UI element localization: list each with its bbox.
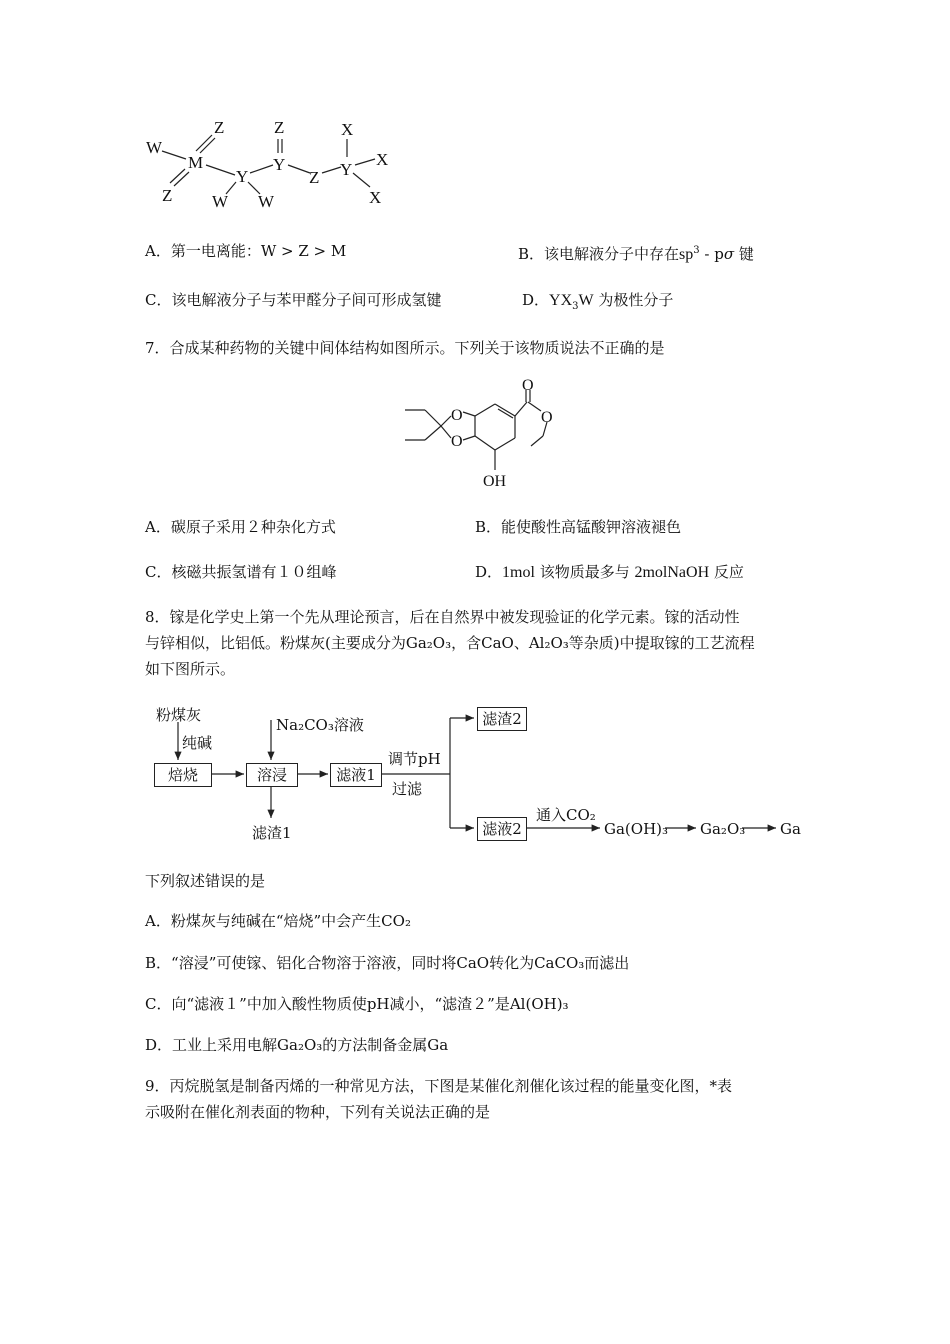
q6-option-d-sub: 3 [572, 301, 579, 312]
atom-z-mid: Z [309, 168, 320, 187]
q6-option-b-sigma: σ [723, 245, 735, 263]
flow-box-residue2: 滤渣2 [477, 707, 527, 731]
flow-fly-ash: 粉煤灰 [156, 706, 202, 724]
q6-option-d [522, 289, 673, 318]
q7-stem: 7．合成某种药物的关键中间体结构如图所示。下列关于该物质说法不正确的是 [145, 339, 665, 357]
q8-option-d: D．工业上采用电解Ga₂O₃的方法制备金属Ga [145, 1036, 449, 1054]
atom-z-top-m: Z [214, 118, 225, 137]
q6-option-b-post: - p [699, 245, 724, 263]
flow-co2: 通入CO₂ [536, 806, 596, 824]
atom-w-y1a: W [212, 192, 229, 211]
q7-option-d-b: 该物质最多与 [534, 563, 635, 581]
atom-x-right: X [376, 150, 389, 169]
q7-option-a: A．碳原子采用２种杂化方式 [145, 518, 336, 536]
flow-soda: 纯碱 [182, 734, 213, 752]
flow-box-leach: 溶浸 [246, 763, 298, 787]
flow-box-roast: 焙烧 [154, 763, 212, 787]
q8-prompt: 下列叙述错误的是 [145, 872, 266, 890]
atom-y2: Y [273, 155, 286, 174]
q6-option-b [518, 240, 754, 266]
q6-option-a: A．第一电离能：W > Z > M [145, 242, 347, 260]
q9-stem-line1: 9．丙烷脱氢是制备丙烯的一种常见方法，下图是某催化剂催化该过程的能量变化图，*表 [145, 1077, 733, 1095]
atom-w1: W [146, 138, 163, 157]
q7-label-o-ester: O [541, 409, 553, 426]
atom-z-top-y2: Z [274, 118, 285, 137]
flow-ga2o3: Ga₂O₃ [700, 820, 746, 838]
q7-option-d-c: 2molNaOH [634, 564, 710, 581]
q8-stem-line3: 如下图所示。 [145, 660, 236, 678]
q7-label-oh: OH [483, 473, 507, 490]
q7-option-d-d: 反应 [709, 563, 744, 581]
q7-option-d-a: 1mol [502, 564, 535, 581]
q6-option-d-post: 为极性分子 [593, 291, 674, 309]
q8-stem-line2: 与锌相似，比铝低。粉煤灰(主要成分为Ga₂O₃，含CaO、Al₂O₃等杂质)中提取镓的工艺流程 [145, 634, 755, 652]
atom-z-bot-m: Z [162, 186, 173, 205]
q8-flow-diagram [140, 700, 820, 860]
flow-box-filtrate2: 滤液2 [477, 817, 527, 841]
q9-stem-line2: 示吸附在催化剂表面的物种，下列有关说法正确的是 [145, 1103, 491, 1121]
q6-option-c: C．该电解液分子与苯甲醛分子间可形成氢键 [145, 291, 442, 309]
q7-option-c: C．核磁共振氢谱有１０组峰 [145, 563, 337, 581]
q6-option-b-end: 键 [734, 245, 754, 263]
q8-option-c: C．向“滤液１”中加入酸性物质使pH减小，“滤渣２”是Al(OH)₃ [145, 995, 569, 1013]
atom-x-bottom: X [369, 188, 382, 207]
flow-na2co3: Na₂CO₃溶液 [276, 716, 364, 734]
q6-option-b-sp: sp [679, 246, 694, 263]
q6-option-b-sup: 3 [693, 245, 700, 256]
flow-residue1: 滤渣1 [252, 824, 292, 842]
flow-box-filtrate1: 滤液1 [330, 763, 382, 787]
q7-molecule-diagram [395, 378, 565, 493]
q7-label-o2: O [451, 433, 463, 450]
atom-w-y1b: W [258, 192, 275, 211]
q7-option-b: B．能使酸性高锰酸钾溶液褪色 [475, 518, 682, 536]
flow-ga: Ga [780, 820, 801, 838]
atom-y3: Y [340, 160, 353, 179]
q6-option-d-w: W [578, 292, 594, 309]
q8-stem-line1: 8．镓是化学史上第一个先从理论预言，后在自然界中被发现验证的化学元素。镓的活动性 [145, 608, 740, 626]
q6-structure-diagram [140, 115, 400, 215]
flow-gaoh3: Ga(OH)₃ [604, 820, 669, 838]
flow-adjust-ph: 调节pH [388, 750, 441, 768]
q8-option-b: B．“溶浸”可使镓、铝化合物溶于溶液，同时将CaO转化为CaCO₃而滤出 [145, 954, 630, 972]
q7-label-o-carbonyl: O [522, 378, 534, 394]
q6-option-d-pre: D． [522, 291, 550, 309]
q7-option-d [475, 561, 744, 584]
q6-option-d-yx: YX [549, 292, 573, 309]
flow-filter: 过滤 [392, 780, 423, 798]
q8-option-a: A．粉煤灰与纯碱在“焙烧”中会产生CO₂ [145, 912, 411, 930]
atom-m: M [188, 153, 204, 172]
atom-x-top: X [341, 120, 354, 139]
atom-y1: Y [236, 167, 249, 186]
q6-option-b-pre: B．该电解液分子中存在 [518, 245, 680, 263]
q7-option-d-pre: D． [475, 563, 503, 581]
q7-label-o1: O [451, 407, 463, 424]
